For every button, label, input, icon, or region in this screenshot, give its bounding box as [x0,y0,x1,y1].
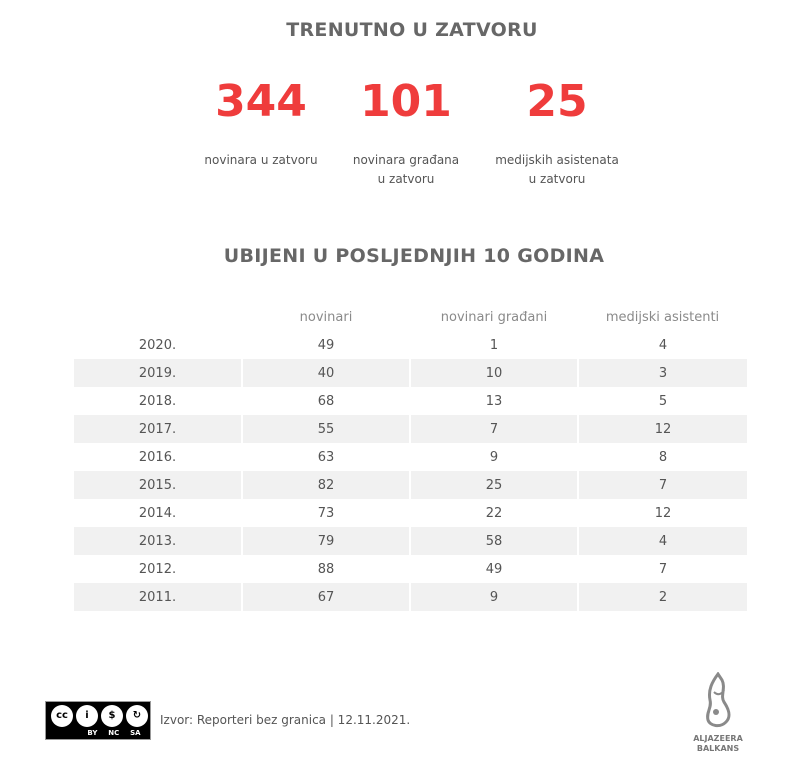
stat-label: novinara građana u zatvoru [352,153,460,186]
table-row [74,415,747,443]
license-tag: SA [130,729,141,737]
table-row [74,471,747,499]
value-cell: 9 [410,443,578,471]
value-cell: 22 [410,499,578,527]
source-text: Izvor: Reporteri bez granica | 12.11.2021. [160,713,411,727]
aljazeera-logo [688,672,748,754]
value-cell: 3 [578,359,747,387]
value-cell: 8 [578,443,747,471]
value-cell: 12 [578,499,747,527]
stat-value: 101 [360,76,452,127]
table-header-row [74,303,747,331]
value-cell: 13 [410,387,578,415]
value-cell: 40 [242,359,410,387]
value-cell: 7 [410,415,578,443]
value-cell: 55 [242,415,410,443]
value-cell: 49 [242,331,410,359]
year-cell: 2018. [138,393,177,409]
year-cell: 2013. [74,527,242,555]
value-cell: 5 [578,387,747,415]
stat-media-assistants [472,76,642,189]
table-header: novinari [299,309,353,325]
license-tag: NC [108,729,120,737]
year-cell: 2020. [138,337,177,353]
aljazeera-emblem-icon [698,672,738,730]
value-cell: 10 [410,359,578,387]
value-cell: 4 [578,527,747,555]
table-row [74,499,747,527]
table-header: medijski asistenti [605,309,720,325]
table-row [74,387,747,415]
table-row [74,331,747,359]
attribution-icon: i [76,705,98,727]
section-title-in-prison: TRENUTNO U ZATVORU [286,19,538,41]
value-cell: 2 [578,583,747,611]
year-cell: 2017. [74,415,242,443]
value-cell: 7 [578,555,747,583]
value-cell: 12 [578,415,747,443]
table-row [74,583,747,611]
sharealike-icon: ↻ [126,705,148,727]
table-row [74,443,747,471]
value-cell: 1 [410,331,578,359]
creative-commons-badge [45,701,151,740]
noncommercial-icon: $ [101,705,123,727]
value-cell: 82 [242,471,410,499]
table-row [74,527,747,555]
value-cell: 79 [242,527,410,555]
value-cell: 9 [410,583,578,611]
section-title-killed: UBIJENI U POSLJEDNJIH 10 GODINA [223,245,605,267]
cc-icon: cc [51,705,73,727]
year-cell: 2016. [138,449,177,465]
stat-label: novinara u zatvoru [204,153,318,167]
table-header: novinari građani [440,309,548,325]
stat-value: 25 [526,76,588,127]
value-cell: 4 [578,331,747,359]
year-cell: 2011. [74,583,242,611]
value-cell: 88 [242,555,410,583]
logo-line1: ALJAZEERA [693,734,743,743]
value-cell: 68 [242,387,410,415]
value-cell: 7 [578,471,747,499]
table-row [74,555,747,583]
killed-table [74,303,747,611]
stat-citizen-journalists [321,76,491,189]
year-cell: 2015. [74,471,242,499]
value-cell: 63 [242,443,410,471]
year-cell: 2014. [138,505,177,521]
value-cell: 58 [410,527,578,555]
year-cell: 2019. [74,359,242,387]
logo-line2: BALKANS [696,744,740,753]
year-cell: 2012. [138,561,177,577]
table-header [74,303,242,331]
table-row [74,359,747,387]
value-cell: 49 [410,555,578,583]
value-cell: 67 [242,583,410,611]
license-tag: BY [87,729,98,737]
value-cell: 73 [242,499,410,527]
stat-value: 344 [215,76,307,127]
stat-label: medijskih asistenata u zatvoru [495,153,619,186]
value-cell: 25 [410,471,578,499]
